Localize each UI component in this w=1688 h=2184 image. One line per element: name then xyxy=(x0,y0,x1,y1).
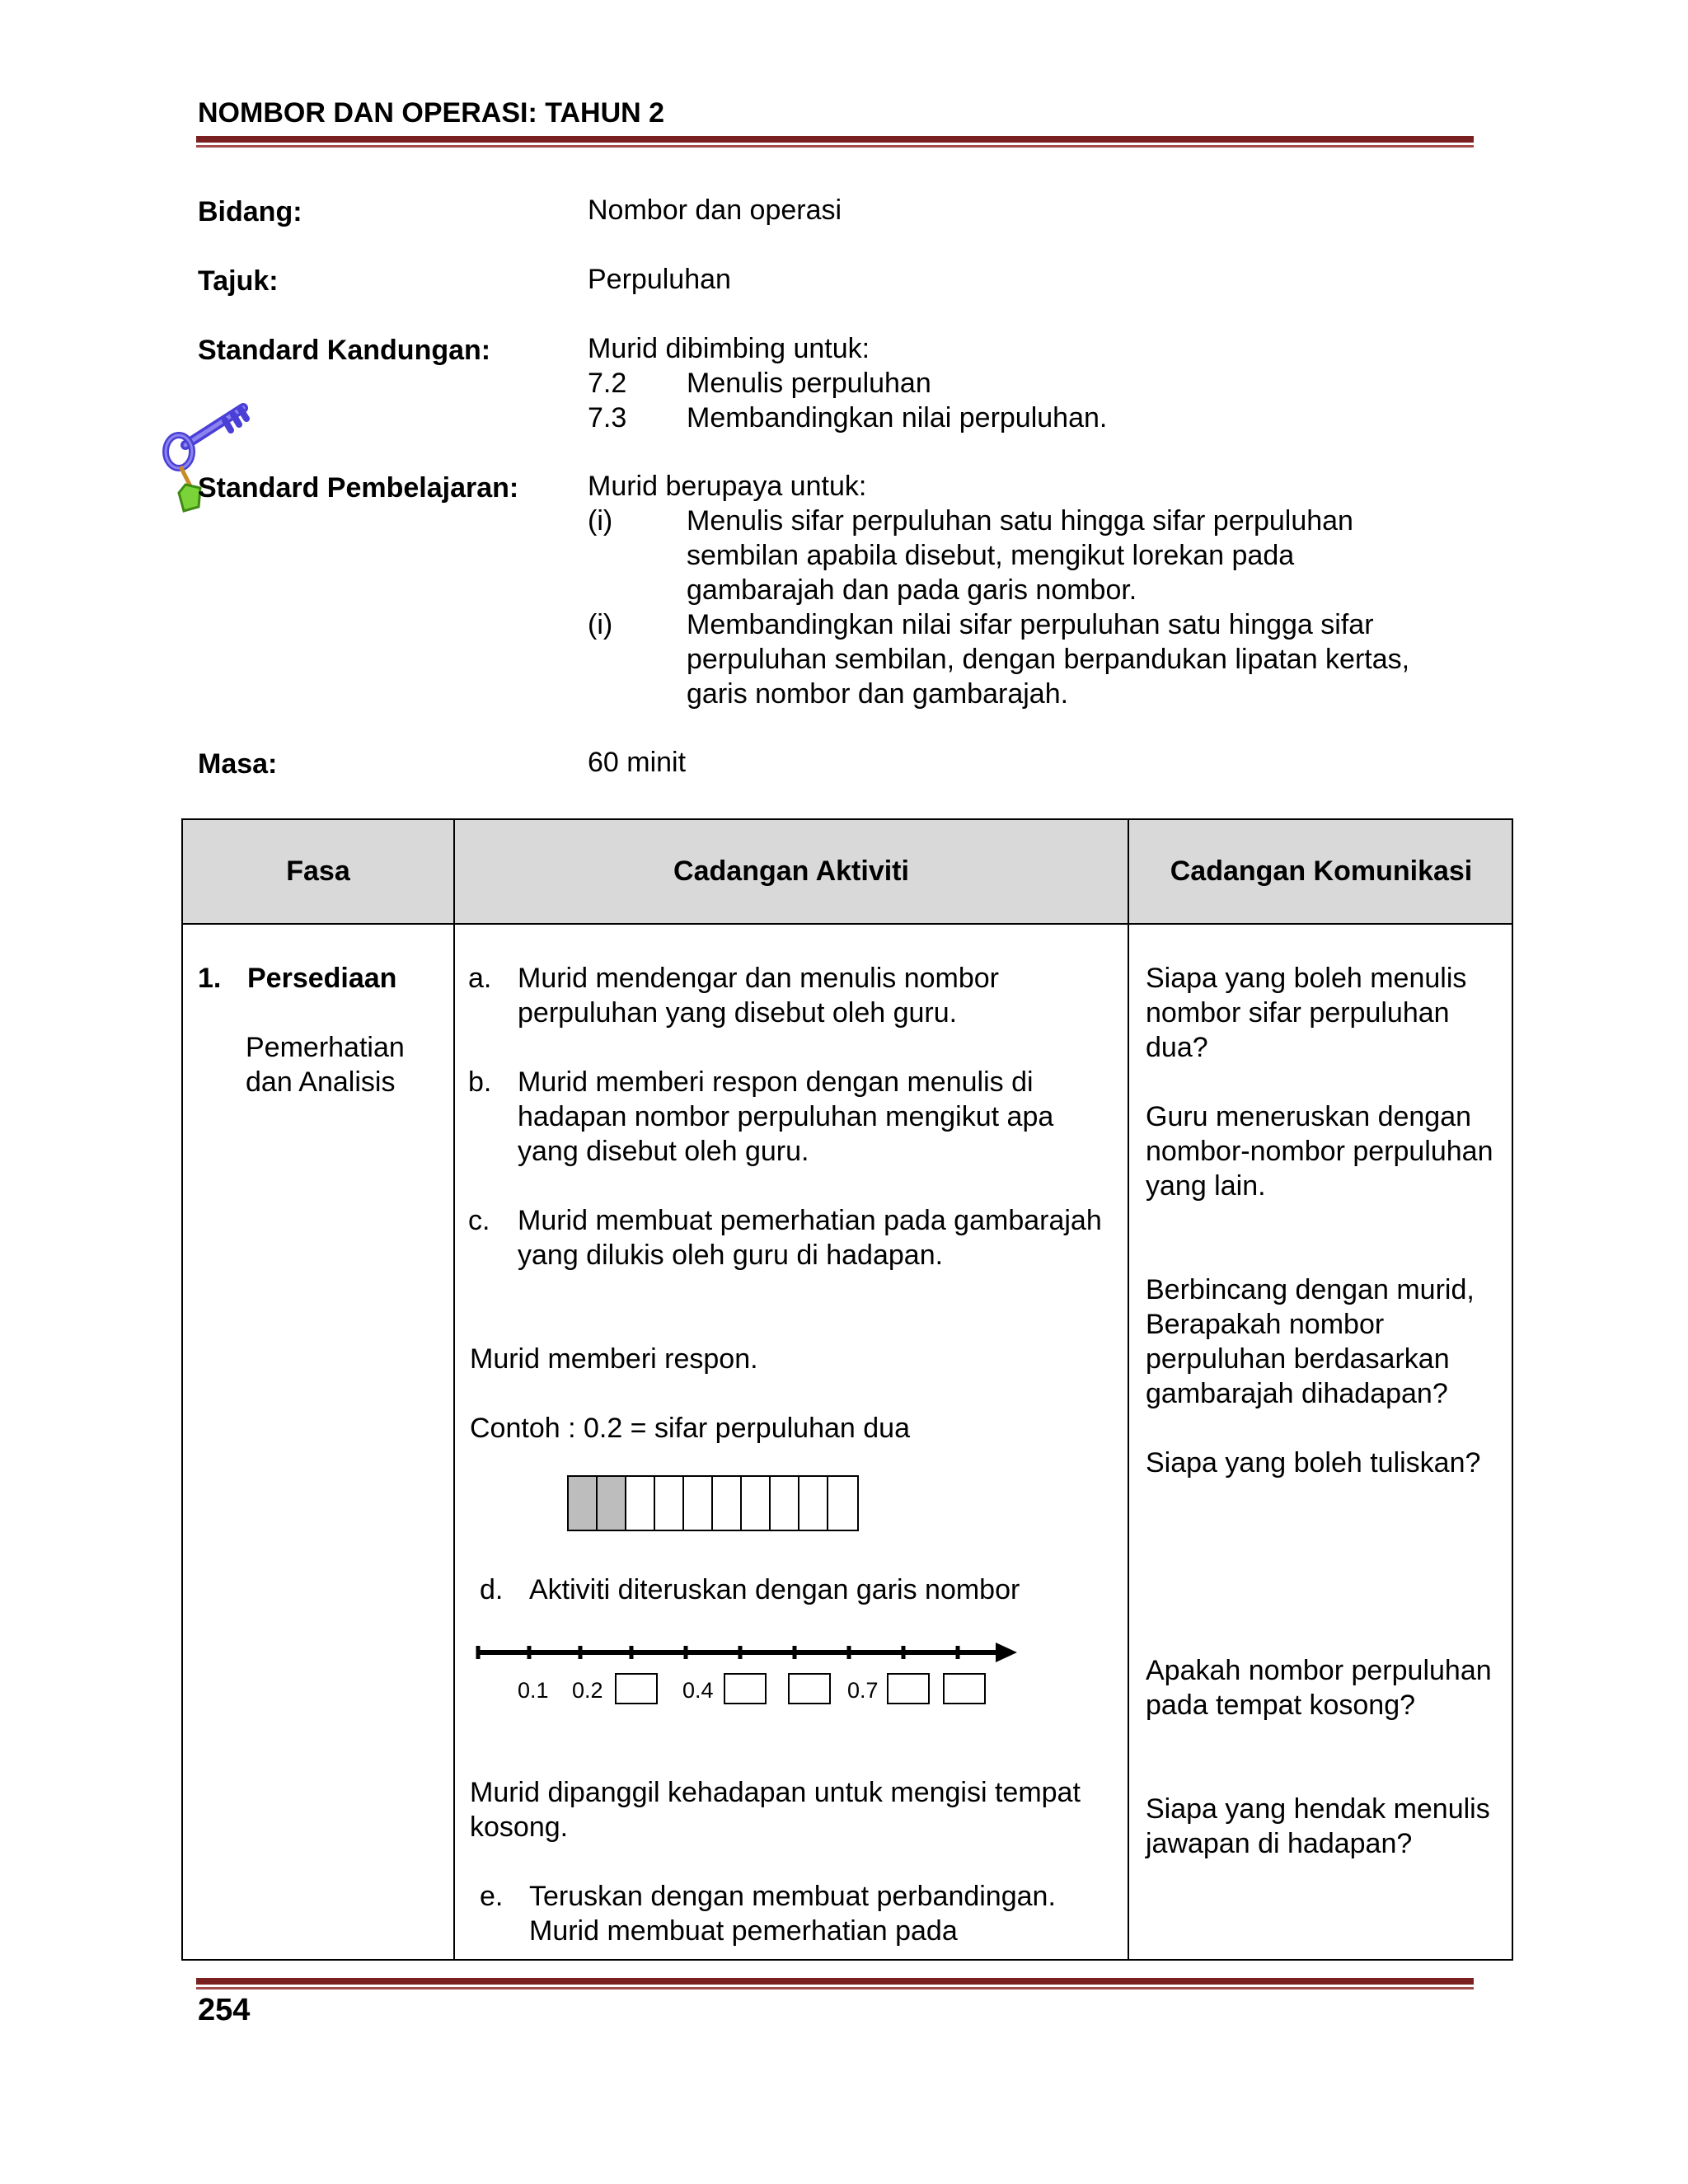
unshaded-cell xyxy=(713,1477,742,1530)
item-number: (i) xyxy=(588,505,613,537)
unshaded-cell xyxy=(626,1477,655,1530)
number-line-blank[interactable] xyxy=(615,1673,658,1704)
fasa-subtitle: Pemerhatian dan Analisis xyxy=(246,1032,405,1098)
item-label: e. xyxy=(480,1881,504,1912)
item-text: Murid mendengar dan menulis nombor perpuluhan yang disebut oleh guru. xyxy=(518,963,999,1029)
komunikasi-q4: Siapa yang boleh tuliskan? xyxy=(1146,1447,1481,1479)
tajuk-label: Tajuk: xyxy=(198,265,279,297)
item-text: Murid membuat pemerhatian pada gambarajah yang dilukis oleh guru di hadapan. xyxy=(518,1205,1102,1271)
number-line-label: 0.2 xyxy=(572,1678,603,1703)
item-text: Menulis sifar perpuluhan satu hingga sifar perpuluhan sembilan apabila disebut, mengikut lorekan pada gambarajah dan pada garis nombor. xyxy=(687,505,1353,606)
komunikasi-q3: Berbincang dengan murid, Berapakah nombor perpuluhan berdasarkan gambarajah dihadapan? xyxy=(1146,1274,1475,1409)
bidang-label: Bidang: xyxy=(198,196,302,227)
number-line-label: 0.1 xyxy=(518,1678,549,1703)
fasa-number: 1. xyxy=(198,963,222,994)
number-line-blank[interactable] xyxy=(724,1673,767,1704)
header-cadangan-komunikasi: Cadangan Komunikasi xyxy=(1170,855,1473,887)
page-header-title: NOMBOR DAN OPERASI: TAHUN 2 xyxy=(198,97,665,129)
standard-kandungan-intro: Murid dibimbing untuk: xyxy=(588,333,870,364)
column-divider xyxy=(1128,820,1129,1959)
number-line-blank[interactable] xyxy=(887,1673,930,1704)
item-number: 7.3 xyxy=(588,402,627,434)
activity-respon: Murid memberi respon. xyxy=(470,1343,758,1375)
item-text: Membandingkan nilai sifar perpuluhan satu hingga sifar perpuluhan sembilan, dengan berpandukan lipatan kertas, garis nombor dan gambarajah. xyxy=(687,609,1410,710)
standard-pembelajaran-block xyxy=(588,469,1445,711)
unshaded-cell xyxy=(828,1477,857,1530)
activity-e xyxy=(480,1879,1106,1948)
tajuk-value: Perpuluhan xyxy=(588,264,731,295)
masa-value: 60 minit xyxy=(588,747,687,778)
standard-kandungan-item xyxy=(588,401,1412,435)
activity-contoh: Contoh : 0.2 = sifar perpuluhan dua xyxy=(470,1413,910,1444)
activity-b xyxy=(468,1065,1103,1169)
standard-pembelajaran-item xyxy=(588,504,1445,607)
standard-pembelajaran-label: Standard Pembelajaran: xyxy=(198,472,519,504)
header-cadangan-aktiviti: Cadangan Aktiviti xyxy=(673,855,909,887)
number-line-label: 0.4 xyxy=(682,1678,714,1703)
komunikasi-q5: Apakah nombor perpuluhan pada tempat kosong? xyxy=(1146,1655,1492,1721)
page-number: 254 xyxy=(198,1993,251,2027)
komunikasi-q2: Guru meneruskan dengan nombor-nombor perpuluhan yang lain. xyxy=(1146,1101,1493,1202)
standard-kandungan-item xyxy=(588,366,1412,401)
number-line xyxy=(470,1636,1022,1669)
activity-c xyxy=(468,1203,1103,1272)
shaded-tenths-diagram xyxy=(567,1475,859,1531)
item-label: a. xyxy=(468,963,492,994)
number-line-blank[interactable] xyxy=(943,1673,986,1704)
item-number: (i) xyxy=(588,609,613,640)
komunikasi-q1: Siapa yang boleh menulis nombor sifar perpuluhan dua? xyxy=(1146,963,1467,1063)
masa-label: Masa: xyxy=(198,748,278,780)
unshaded-cell xyxy=(742,1477,771,1530)
item-text: Menulis perpuluhan xyxy=(687,368,931,399)
item-text: Murid memberi respon dengan menulis di hadapan nombor perpuluhan mengikut apa yang disebut oleh guru. xyxy=(518,1066,1054,1167)
header-rule xyxy=(196,136,1474,148)
header-fasa: Fasa xyxy=(286,855,350,887)
item-label: c. xyxy=(468,1205,490,1236)
item-label: d. xyxy=(480,1574,504,1605)
activity-a xyxy=(468,961,1103,1030)
item-text: Aktiviti diteruskan dengan garis nombor xyxy=(529,1574,1020,1605)
item-text: Membandingkan nilai perpuluhan. xyxy=(687,402,1108,434)
unshaded-cell xyxy=(684,1477,713,1530)
shaded-cell xyxy=(598,1477,626,1530)
unshaded-cell xyxy=(655,1477,684,1530)
komunikasi-q6: Siapa yang hendak menulis jawapan di hadapan? xyxy=(1146,1793,1490,1859)
standard-kandungan-label: Standard Kandungan: xyxy=(198,335,491,366)
number-line-blank[interactable] xyxy=(788,1673,831,1704)
standard-pembelajaran-intro: Murid berupaya untuk: xyxy=(588,471,867,502)
item-label: b. xyxy=(468,1066,492,1098)
item-text: Teruskan dengan membuat perbandingan. Murid membuat pemerhatian pada xyxy=(529,1881,1056,1947)
item-number: 7.2 xyxy=(588,368,627,399)
unshaded-cell xyxy=(799,1477,828,1530)
column-divider xyxy=(453,820,455,1959)
unshaded-cell xyxy=(771,1477,799,1530)
activity-d xyxy=(480,1572,1106,1607)
activity-dipanggil: Murid dipanggil kehadapan untuk mengisi tempat kosong. xyxy=(470,1777,1081,1843)
footer-rule xyxy=(196,1978,1474,1990)
bidang-value: Nombor dan operasi xyxy=(588,194,842,226)
number-line-arrow xyxy=(996,1643,1017,1662)
number-line-label: 0.7 xyxy=(847,1678,879,1703)
shaded-cell xyxy=(569,1477,598,1530)
fasa-title: Persediaan xyxy=(247,963,397,994)
standard-kandungan-block xyxy=(588,331,1412,435)
standard-pembelajaran-item xyxy=(588,607,1445,711)
